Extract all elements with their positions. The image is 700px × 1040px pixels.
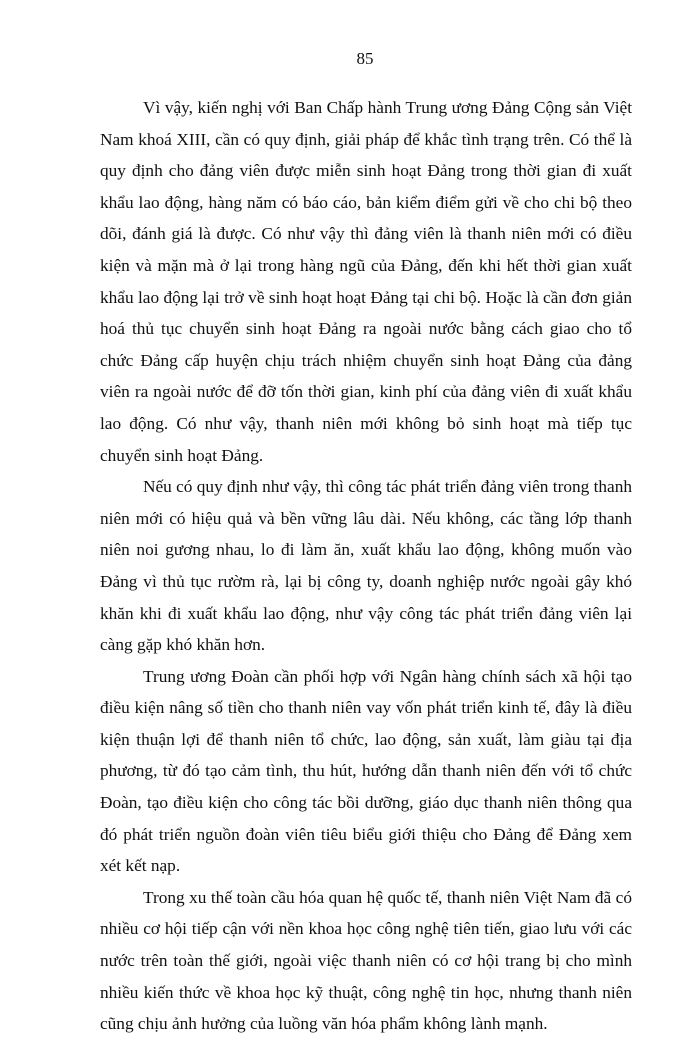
document-body <box>100 92 632 1040</box>
paragraph-globalization: Trong xu thế toàn cầu hóa quan hệ quốc tế, thanh niên Việt Nam đã có nhiều cơ hội tiếp cận với nền khoa học công nghệ tiên tiến, giao lưu với các nước trên toàn thế giới, ngoài việc thanh niên có cơ hội trang bị cho mình nhiều kiến thức về khoa học kỹ thuật, công nghệ tin học, nhưng thanh niên cũng chịu ảnh hưởng của luồng văn hóa phẩm không lành mạnh. <box>100 887 632 1034</box>
paragraph-consequences: Nếu có quy định như vậy, thì công tác phát triển đảng viên trong thanh niên mới có hiệu quả và bền vững lâu dài. Nếu không, các tầng lớp thanh niên noi gương nhau, lo đi làm ăn, xuất khẩu lao động, không muốn vào Đảng vì thủ tục rườm rà, lại bị công ty, doanh nghiệp nước ngoài gây khó khăn khi đi xuất khẩu lao động, như vậy công tác phát triển đảng viên lại càng gặp khó khăn hơn. <box>100 477 632 655</box>
paragraph-party-activity-recommendation: Vì vậy, kiến nghị với Ban Chấp hành Trung ương Đảng Cộng sản Việt Nam khoá XIII, cần có quy định, giải pháp để khắc tình trạng trên. Có thể là quy định cho đảng viên được miễn sinh hoạt Đảng trong thời gian đi xuất khẩu lao động, hàng năm có báo cáo, bản kiểm điểm gửi về cho chi bộ theo dõi, đánh giá là được. Có như vậy thì đảng viên là thanh niên mới có điều kiện và mặn mà ở lại trong hàng ngũ của Đảng, đến khi hết thời gian xuất khẩu lao động lại trở về sinh hoạt hoạt Đảng tại chi bộ. Hoặc là cần đơn giản hoá thủ tục chuyển sinh hoạt Đảng ra ngoài nước bằng cách giao cho tổ chức Đảng cấp huyện chịu trách nhiệm chuyển sinh hoạt Đảng của đảng viên ra ngoài nước để đỡ tốn thời gian, kinh phí của đảng viên đi xuất khẩu lao động. Có như vậy, thanh niên mới không bỏ sinh hoạt mà tiếp tục chuyển sinh hoạt Đảng. <box>100 98 632 465</box>
paragraph-youth-union-bank-cooperation: Trung ương Đoàn cần phối hợp với Ngân hàng chính sách xã hội tạo điều kiện nâng số tiền cho thanh niên vay vốn phát triển kinh tế, đây là điều kiện thuận lợi để thanh niên tổ chức, lao động, sản xuất, làm giàu tại địa phương, từ đó tạo cảm tình, thu hút, hướng dẫn thanh niên đến với tổ chức Đoàn, tạo điều kiện cho công tác bồi dưỡng, giáo dục thanh niên thông qua đó phát triển nguồn đoàn viên tiêu biểu giới thiệu cho Đảng để Đảng xem xét kết nạp. <box>100 666 632 876</box>
page-number: 85 <box>356 49 374 68</box>
